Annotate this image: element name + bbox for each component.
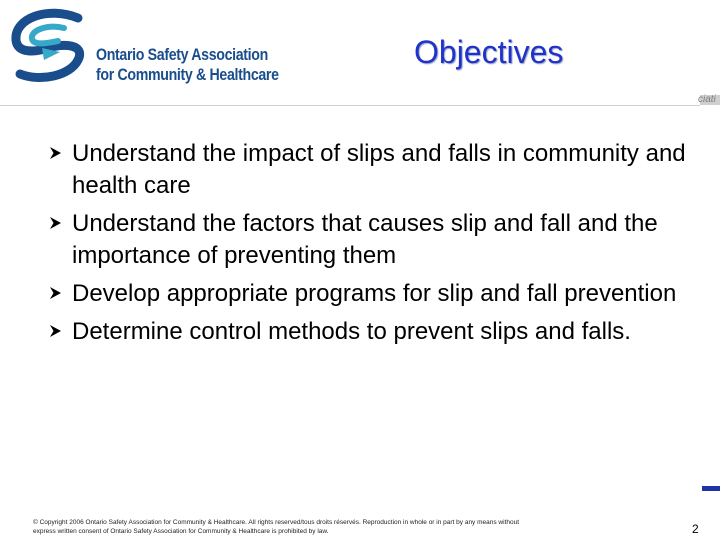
list-item <box>50 278 690 310</box>
arrowhead-bullet-icon <box>50 147 61 159</box>
logo <box>8 8 298 88</box>
objectives-list <box>50 138 690 354</box>
bullet-text: Understand the impact of slips and falls in community and health care <box>72 140 686 199</box>
list-item <box>50 208 690 272</box>
list-item <box>50 316 690 348</box>
arrowhead-bullet-icon <box>50 217 61 229</box>
bullet-text: Determine control methods to prevent slips and falls. <box>72 318 631 345</box>
logo-name-line-2: for Community & Healthcare <box>96 66 279 84</box>
copyright-notice: © Copyright 2006 Ontario Safety Association for Community & Healthcare. All rights reserved/tous droits réservés. Reproduction in whole or in part by any means without express written consent of Ontario Safety Association for Community & Healthcare is prohibited by law. <box>33 519 520 535</box>
bullet-text: Develop appropriate programs for slip and fall prevention <box>72 280 677 307</box>
header-side-text: ciati <box>698 94 716 105</box>
list-item <box>50 138 690 202</box>
header-divider <box>0 105 700 106</box>
logo-name-line-1: Ontario Safety Association <box>96 46 268 64</box>
osach-swoosh-icon <box>8 8 98 88</box>
slide-title: Objectives <box>414 34 564 70</box>
footer-accent-bar <box>702 486 720 491</box>
page-number: 2 <box>692 522 699 536</box>
arrowhead-bullet-icon <box>50 325 61 337</box>
header-rule <box>0 90 720 116</box>
arrowhead-bullet-icon <box>50 287 61 299</box>
bullet-text: Understand the factors that causes slip and fall and the importance of preventing them <box>72 210 658 269</box>
